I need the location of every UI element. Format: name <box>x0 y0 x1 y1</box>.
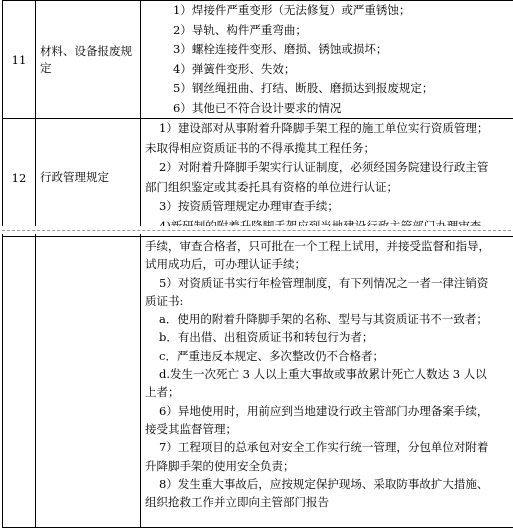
table-row <box>3 119 513 237</box>
content-line: 7）工程项目的总承包对安全工作实行统一管理，分包单位对附着 <box>145 438 513 456</box>
content-line: 升降脚手架的使用安全负责； <box>145 457 513 475</box>
content-line: 6）其他已不符合设计要求的情况 <box>145 99 513 119</box>
row-number: 12 <box>3 119 36 237</box>
row-number: 11 <box>3 1 36 119</box>
row-content-continued <box>141 237 513 528</box>
content-line: 1）焊接件严重变形（无法修复）或严重锈蚀； <box>145 1 513 21</box>
row-content <box>141 1 513 119</box>
regulation-table-continued <box>2 236 513 528</box>
page-break-line <box>2 230 511 231</box>
content-line: 3）螺栓连接件变形、磨损、锈蚀或损坏； <box>145 40 513 60</box>
content-line: 5）对资质证书实行年检管理制度，有下列情况之一者一律注销资 <box>145 274 513 292</box>
content-line: c．严重违反本规定、多次整改仍不合格者； <box>145 347 513 365</box>
content-line: 4）弹簧件变形、失效； <box>145 60 513 80</box>
row-name: 材料、设备报废规定 <box>36 1 141 119</box>
content-line: b．有出借、出租资质证书和转包行为者； <box>145 328 513 346</box>
content-line: 6）异地使用时，用前应到当地建设行政主管部门办理备案手续， <box>145 402 513 420</box>
content-line: 未取得相应资质证书的不得承揽其工程任务； <box>145 139 513 159</box>
content-line: 2）导轨、构件严重弯曲； <box>145 21 513 41</box>
table-row <box>3 1 513 119</box>
content-line: 组织抢救工作并立即向主管部门报告 <box>145 493 513 511</box>
content-line: 试用成功后，可办理认证手续； <box>145 255 513 273</box>
row-name-empty <box>36 237 141 528</box>
content-line: 上者； <box>145 383 513 401</box>
content-line: 接受其监督管理； <box>145 420 513 438</box>
row-number-empty <box>3 237 36 528</box>
content-line: 3）按资质管理规定办理审查手续； <box>145 197 513 217</box>
content-line: 5）钢丝绳扭曲、打结、断股、磨损达到报废规定； <box>145 79 513 99</box>
content-line: 质证书: <box>145 292 513 310</box>
row-content <box>141 119 513 237</box>
content-line: 手续，审查合格者，只可批在一个工程上试用，并接受监督和指导， <box>145 237 513 255</box>
regulation-table-top <box>2 0 513 237</box>
content-line: 部门组织鉴定或其委托具有资格的单位进行认证； <box>145 178 513 198</box>
content-line: d.发生一次死亡 3 人以上重大事故或事故累计死亡人数达 3 人以 <box>145 365 513 383</box>
row-name: 行政管理规定 <box>36 119 141 237</box>
content-line: a．使用的附着升降脚手架的名称、型号与其资质证书不一致者； <box>145 310 513 328</box>
content-line: 1）建设部对从事附着升降脚手架工程的施工单位实行资质管理； <box>145 119 513 139</box>
content-line: 2）对附着升降脚手架实行认证制度，必须经国务院建设行政主管 <box>145 158 513 178</box>
table-row <box>3 237 513 528</box>
content-line: 8）发生重大事故后，应按规定保护现场、采取防事故扩大措施、 <box>145 475 513 493</box>
